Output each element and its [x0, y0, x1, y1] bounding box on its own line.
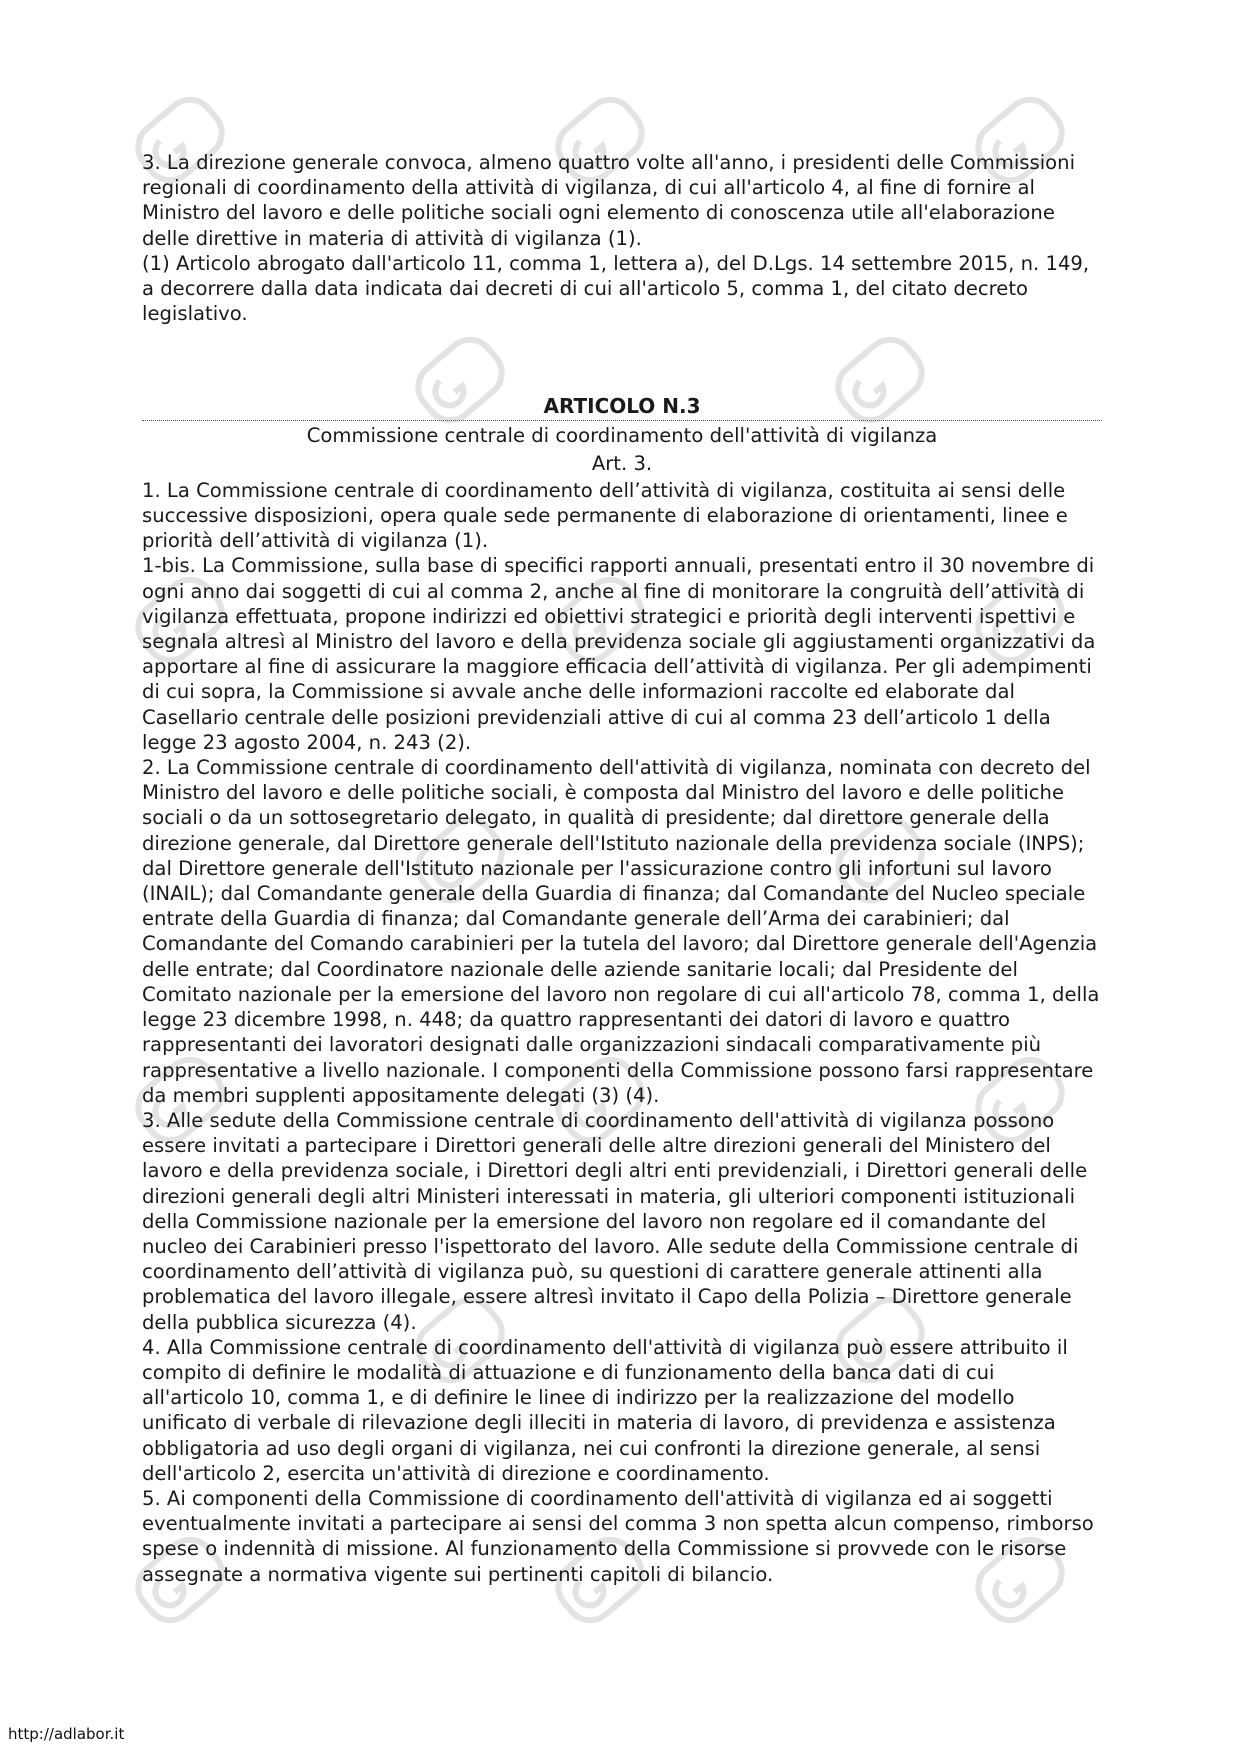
article-paragraph-5: 5. Ai componenti della Commissione di coordinamento dell'attività di vigilanza ed ai soggetti eventualmente invitati a partecipare ai sensi del comma 3 non spetta alcun compenso, rimborso spese o indennità di missione. Al funzionamento della Commissione si provvede con le risorse assegnate a normativa vigente sui pertinenti capitoli di bilancio. — [142, 1486, 1094, 1586]
article-paragraph-1-bis: 1-bis. La Commissione, sulla base di specifici rapporti annuali, presentati entro il 30 novembre di ogni anno dai soggetti di cui al comma 2, anche al fine di monitorare la congruità dell’attività di vigilanza effettuata, propone indirizzi ed obiettivi strategici e priorità degli interventi ispettivi e segnala altresì al Ministro del lavoro e della previdenza sociale gli aggiustamenti organizzativi da apportare al fine di assicurare la maggiore efficacia dell’attività di vigilanza. Per gli adempimenti di cui sopra, la Commissione si avvale anche delle informazioni raccolte ed elaborate dal Casellario centrale delle posizioni previdenziali attive di cui al comma 23 dell’articolo 1 della legge 23 agosto 2004, n. 243 (2). — [142, 554, 1096, 754]
section-spacer — [142, 326, 1102, 388]
article-paragraph-1: 1. La Commissione centrale di coordinamento dell’attività di vigilanza, costituita ai sensi delle successive disposizioni, opera quale sede permanente di elaborazione di orientamenti, linee e priorità dell’attività di vigilanza (1). — [142, 478, 1068, 553]
article-subtitle: Commissione centrale di coordinamento dell'attività di vigilanza — [306, 424, 938, 448]
heading-divider — [142, 420, 1102, 421]
intro-paragraph-comma-3: 3. La direzione generale convoca, almeno quattro volte all'anno, i presidenti delle Commissioni regionali di coordinamento della attività di vigilanza, di cui all'articolo 4, al fine di fornire al Ministro del lavoro e delle politiche sociali ogni elemento di conoscenza utile all'elaborazione delle direttive in materia di attività di vigilanza (1). — [142, 151, 1076, 250]
article-number: Art. 3. — [591, 451, 653, 475]
article-paragraph-2: 2. La Commissione centrale di coordinamento dell'attività di vigilanza, nominata con decreto del Ministro del lavoro e delle politiche sociali, è composta dal Ministro del lavoro e delle politiche sociali o da un sottosegretario delegato, in qualità di presidente; dal direttore generale della direzione generale, dal Direttore generale dell'Istituto nazionale della previdenza sociale (INPS); dal Direttore generale dell'Istituto nazionale per l'assicurazione contro gli infortuni sul lavoro (INAIL); dal Comandante generale della Guardia di finanza; dal Comandante del Nucleo speciale entrate della Guardia di finanza; dal Comandante generale dell’Arma dei carabinieri; dal Comandante del Comando carabinieri per la tutela del lavoro; dal Direttore generale dell'Agenzia delle entrate; dal Coordinatore nazionale delle aziende sanitarie locali; dal Presidente del Comitato nazionale per la emersione del lavoro non regolare di cui all'articolo 78, comma 1, della legge 23 dicembre 1998, n. 448; da quattro rappresentanti dei datori di lavoro e quattro rappresentanti dei lavoratori designati dalle organizzazioni sindacali comparativamente più rappresentative a livello nazionale. I componenti della Commissione possono farsi rappresentare da membri supplenti appositamente delegati (3) (4). — [142, 756, 1100, 1107]
article-heading: ARTICOLO N.3 — [543, 394, 701, 419]
footer-url-link[interactable]: http://adlabor.it — [8, 1725, 125, 1743]
article-paragraph-4: 4. Alla Commissione centrale di coordinamento dell'attività di vigilanza può essere attribuito il compito di definire le modalità di attuazione e di funzionamento della banca dati di cui all'articolo 10, comma 1, e di definire le linee di indirizzo per la realizzazione del modello unificato di verbale di rilevazione degli illeciti in materia di lavoro, di previdenza e assistenza obbligatoria ad uso degli organi di vigilanza, nei cui confronti la direzione generale, al sensi dell'articolo 2, esercita un'attività di direzione e coordinamento. — [142, 1335, 1068, 1485]
document-page — [142, 150, 1102, 1587]
intro-footnote-1: (1) Articolo abrogato dall'articolo 11, comma 1, lettera a), del D.Lgs. 14 settembre 2015, n. 149, a decorrere dalla data indicata dai decreti di cui all'articolo 5, comma 1, del citato decreto legislativo. — [142, 251, 1090, 326]
article-paragraph-3: 3. Alle sedute della Commissione centrale di coordinamento dell'attività di vigilanza possono essere invitati a partecipare i Direttori generali delle altre direzioni generali del Ministero del lavoro e della previdenza sociale, i Direttori degli altri enti previdenziali, i Direttori generali delle direzioni generali degli altri Ministeri interessati in materia, gli ulteriori componenti istituzionali della Commissione nazionale per la emersione del lavoro non regolare ed il comandante del nucleo dei Carabinieri presso l'ispettorato del lavoro. Alle sedute della Commissione centrale di coordinamento dell’attività di vigilanza può, su questioni di carattere generale attinenti alla problematica del lavoro illegale, essere altresì invitato il Capo della Polizia – Direttore generale della pubblica sicurezza (4). — [142, 1108, 1088, 1334]
